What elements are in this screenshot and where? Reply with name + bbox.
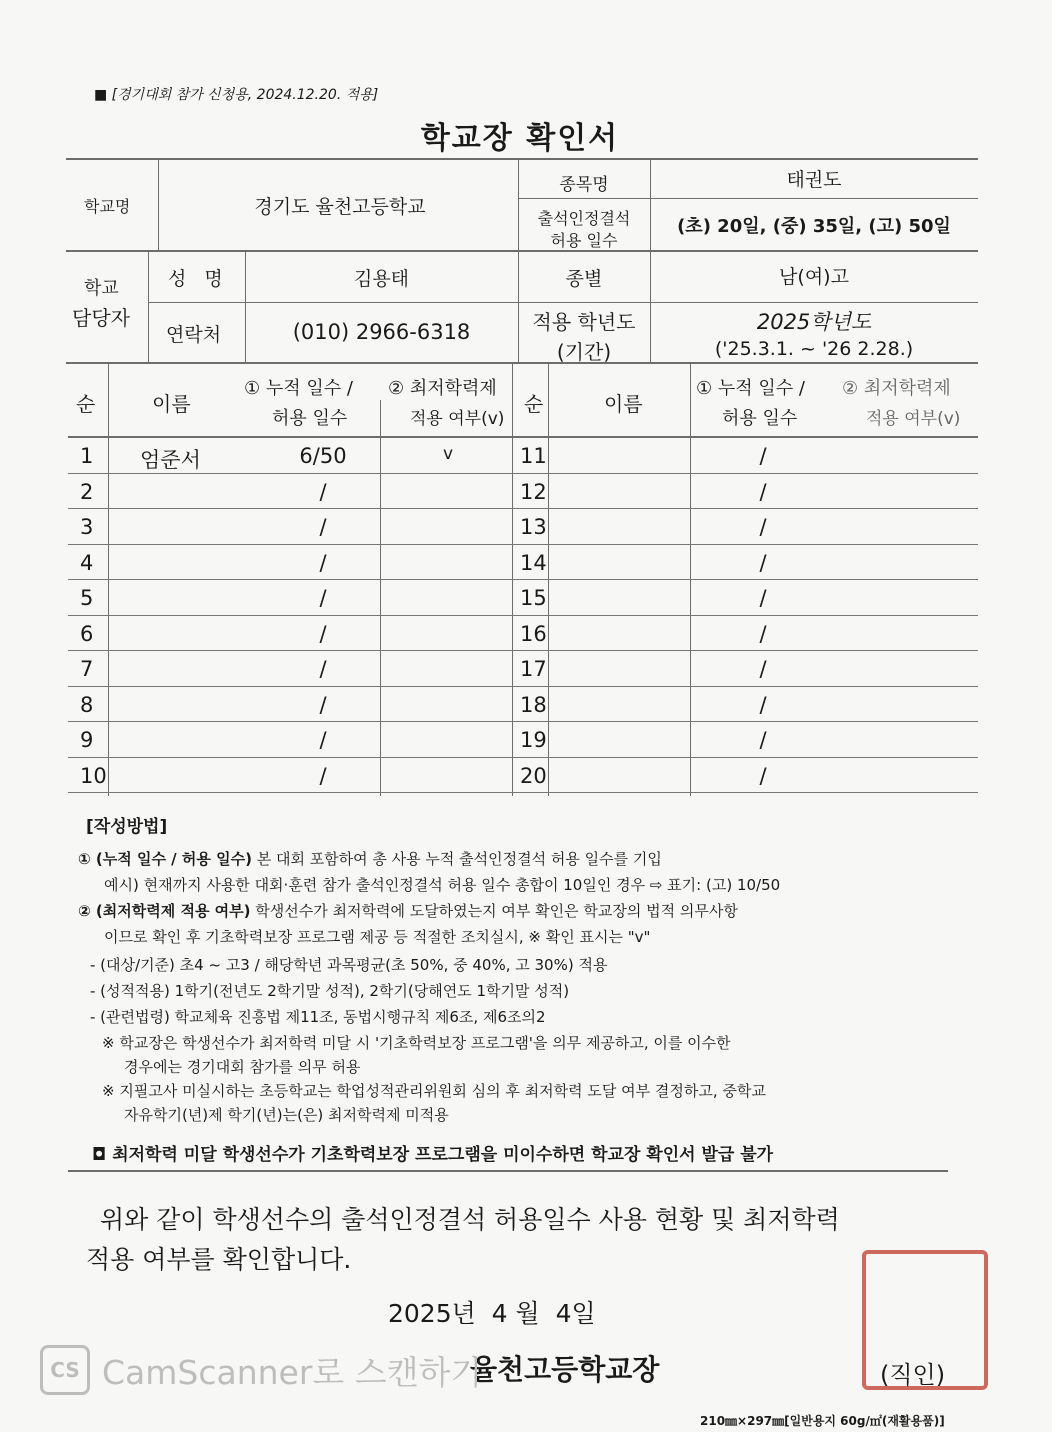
seal-mark: (직인) bbox=[880, 1361, 946, 1389]
col-days-right-2: 허용 일수 bbox=[722, 408, 798, 429]
year-label-1: 적용 학년도 bbox=[532, 310, 636, 334]
row-days: / bbox=[319, 621, 327, 646]
col-min-right-2: 적용 여부(v) bbox=[866, 409, 961, 429]
row-no-right: 18 bbox=[520, 692, 547, 717]
row-no: 6 bbox=[80, 621, 94, 646]
allow-label-2: 허용 일수 bbox=[550, 231, 618, 250]
confirm-line-1: 위와 같이 학생선수의 출석인정결석 허용일수 사용 현황 및 최저학력 bbox=[100, 1205, 840, 1234]
row-no-right: 11 bbox=[520, 444, 547, 468]
row-no-right: 17 bbox=[520, 657, 547, 681]
row-no-right: 20 bbox=[520, 763, 547, 788]
table-row bbox=[68, 616, 978, 652]
school-value: 경기도 율천고등학교 bbox=[254, 196, 426, 218]
year-value: 2025학년도 bbox=[756, 310, 872, 334]
col-days-left-1: ① 누적 일수 / bbox=[244, 378, 353, 399]
remark-2b: 자유학기(년)제 학기(년)는(은) 최저학력제 미적용 bbox=[124, 1106, 449, 1124]
signer: 율천고등학교장 bbox=[470, 1353, 660, 1386]
col-no-left: 순 bbox=[76, 392, 96, 416]
name-label: 성 명 bbox=[168, 268, 229, 290]
table-row bbox=[68, 722, 978, 758]
bullet-law: - (관련법령) 학교체육 진흥법 제11조, 동법시행규칙 제6조, 제6조의2 bbox=[90, 1008, 546, 1026]
bullet-grades: - (성적적용) 1학기(전년도 2학기말 성적), 2학기(당해연도 1학기말 성적) bbox=[90, 982, 570, 1000]
table-row bbox=[68, 545, 978, 581]
gender-label: 종별 bbox=[565, 268, 603, 290]
row-no: 8 bbox=[80, 692, 94, 717]
row-no: 2 bbox=[80, 479, 94, 504]
col-name-right: 이름 bbox=[604, 392, 643, 416]
manager-label-1: 학교 bbox=[84, 278, 119, 299]
period-value: ('25.3.1. ~ '26 2.28.) bbox=[714, 338, 914, 360]
row-no-right: 14 bbox=[520, 550, 547, 575]
row-days: / bbox=[319, 515, 327, 539]
table-row bbox=[68, 509, 978, 545]
remark-2a: ※ 지필고사 미실시하는 초등학교는 학업성적관리위원회 심의 후 최저학력 도달 여부 결정하고, 중학교 bbox=[102, 1082, 766, 1100]
row-days-right: / bbox=[759, 657, 767, 681]
col-days-right-1: ① 누적 일수 / bbox=[696, 378, 805, 399]
row-days-right: / bbox=[759, 621, 767, 646]
note-1 bbox=[78, 848, 662, 869]
table-row bbox=[68, 438, 978, 474]
row-name: 엄준서 bbox=[140, 448, 201, 472]
school-label: 학교명 bbox=[84, 197, 131, 216]
col-min-left-1: ② 최저학력제 bbox=[388, 378, 497, 399]
row-days: / bbox=[319, 728, 327, 752]
camscanner-logo-icon: CS bbox=[40, 1345, 90, 1395]
note-1-bold: ① (누적 일수 / 허용 일수) bbox=[78, 850, 252, 868]
table-row bbox=[68, 758, 978, 794]
row-days: 6/50 bbox=[299, 444, 347, 468]
row-no: 4 bbox=[80, 550, 94, 575]
col-no-right: 순 bbox=[524, 392, 544, 416]
col-min-left-2: 적용 여부(v) bbox=[410, 409, 505, 429]
note-1-example: 예시) 현재까지 사용한 대회·훈련 참가 출석인정결석 허용 일수 총합이 10일인 경우 ⇨ 표기: (고) 10/50 bbox=[104, 876, 781, 894]
row-days-right: / bbox=[759, 728, 767, 752]
col-name-left: 이름 bbox=[152, 392, 191, 416]
note-2-line2: 이므로 확인 후 기초학력보장 프로그램 제공 등 적절한 조치실시, ※ 확인 표시는 "v" bbox=[104, 928, 651, 946]
table-row bbox=[68, 580, 978, 616]
col-min-right-1: ② 최저학력제 bbox=[842, 378, 951, 399]
event-label: 종목명 bbox=[559, 175, 609, 195]
note-2 bbox=[78, 900, 738, 921]
contact-label: 연락처 bbox=[166, 324, 222, 346]
row-no-right: 16 bbox=[520, 621, 547, 646]
year-label-2: (기간) bbox=[556, 340, 612, 364]
row-days-right: / bbox=[759, 692, 767, 717]
note-2-bold: ② (최저학력제 적용 여부) bbox=[78, 902, 251, 920]
row-days-right: / bbox=[759, 586, 767, 610]
row-days: / bbox=[319, 692, 327, 717]
row-days: / bbox=[319, 586, 327, 610]
row-days-right: / bbox=[759, 515, 767, 539]
note-2-text: 학생선수가 최저학력에 도달하였는지 여부 확인은 학교장의 법적 의무사항 bbox=[250, 902, 738, 920]
row-days: / bbox=[319, 657, 327, 681]
confirm-date: 2025년 4 월 4일 bbox=[388, 1299, 596, 1328]
row-days-right: / bbox=[759, 550, 767, 575]
row-no-right: 19 bbox=[520, 728, 547, 752]
watermark-text: CamScanner로 스캔하기 bbox=[102, 1352, 483, 1392]
row-days-right: / bbox=[759, 479, 767, 504]
note-1-text: 본 대회 포함하여 총 사용 누적 출석인정결석 허용 일수를 기입 bbox=[251, 850, 662, 868]
allow-value: (초) 20일, (중) 35일, (고) 50일 bbox=[677, 216, 951, 237]
row-no-right: 15 bbox=[520, 586, 547, 610]
event-value: 태권도 bbox=[786, 169, 842, 191]
camscanner-watermark bbox=[40, 1346, 482, 1394]
table-row bbox=[68, 687, 978, 723]
row-mark: v bbox=[442, 444, 454, 464]
col-days-left-2: 허용 일수 bbox=[272, 408, 348, 429]
row-no: 1 bbox=[80, 444, 94, 468]
row-no: 7 bbox=[80, 657, 94, 681]
manager-label-2: 담당자 bbox=[72, 306, 130, 330]
name-value: 김용태 bbox=[353, 268, 410, 290]
form-tag: ■ [경기대회 참가 신청용, 2024.12.20. 적용] bbox=[94, 87, 379, 103]
notes-heading: [작성방법] bbox=[86, 817, 168, 837]
row-days-right: / bbox=[759, 444, 767, 468]
student-table bbox=[68, 438, 978, 793]
row-no: 5 bbox=[80, 586, 94, 610]
document-title: 학교장 확인서 bbox=[420, 121, 620, 156]
row-days: / bbox=[319, 550, 327, 575]
table-row bbox=[68, 474, 978, 510]
contact-value: (010) 2966-6318 bbox=[292, 320, 471, 344]
allow-label-1: 출석인정결석 bbox=[537, 209, 631, 228]
row-days: / bbox=[319, 763, 327, 788]
row-no: 3 bbox=[80, 515, 94, 539]
paper-spec: 210㎜×297㎜[일반용지 60g/㎡(재활용품)] bbox=[700, 1414, 945, 1428]
warning-text: ◘ 최저학력 미달 학생선수가 기초학력보장 프로그램을 미이수하면 학교장 확인서 발급 불가 bbox=[92, 1145, 774, 1165]
remark-1a: ※ 학교장은 학생선수가 최저학력 미달 시 '기초학력보장 프로그램'을 의무 제공하고, 이를 이수한 bbox=[102, 1034, 731, 1052]
table-row bbox=[68, 651, 978, 687]
row-days-right: / bbox=[759, 763, 767, 788]
remark-1b: 경우에는 경기대회 참가를 의무 허용 bbox=[124, 1058, 361, 1076]
row-no: 9 bbox=[80, 728, 94, 752]
row-no: 10 bbox=[80, 763, 107, 788]
row-no-right: 13 bbox=[520, 515, 547, 539]
row-no-right: 12 bbox=[520, 479, 547, 504]
bullet-target: - (대상/기준) 초4 ~ 고3 / 해당학년 과목평균(초 50%, 중 40%, 고 30%) 적용 bbox=[90, 956, 608, 974]
gender-value: 남(여)고 bbox=[779, 266, 849, 288]
confirm-line-2: 적용 여부를 확인합니다. bbox=[86, 1245, 352, 1274]
row-days: / bbox=[319, 479, 327, 504]
